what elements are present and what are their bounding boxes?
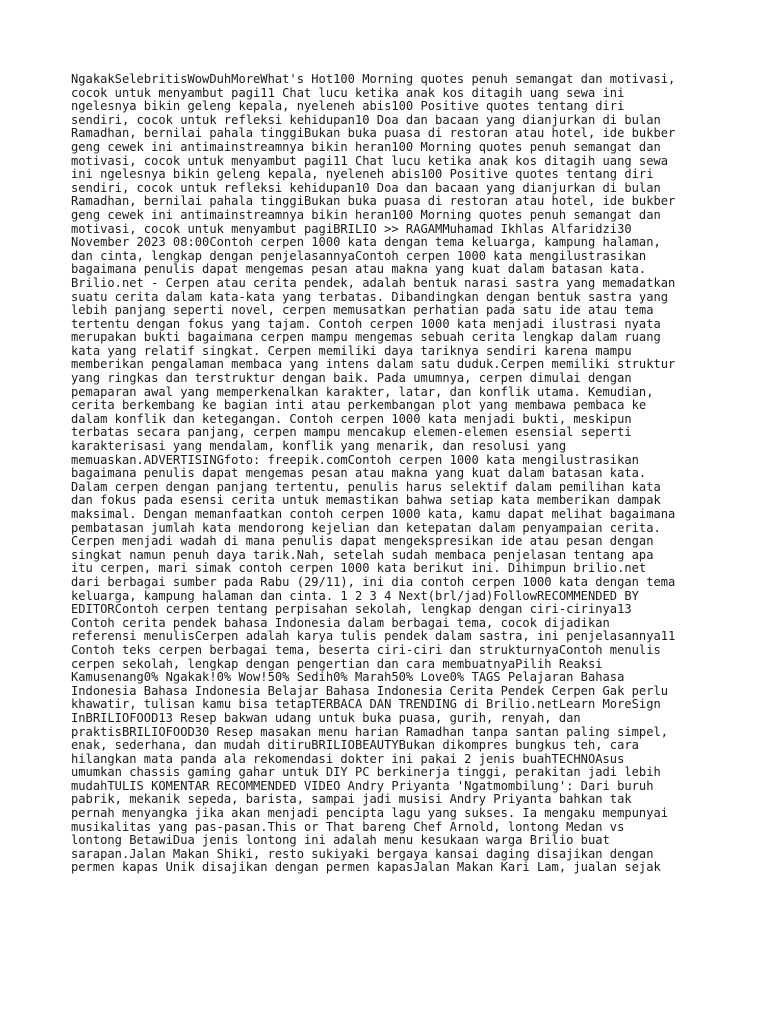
text-line: maksimal. Dengan memanfaatkan contoh cerpen 1000 kata, kamu dapat melihat bagaimana: [71, 507, 676, 521]
text-line: karakterisasi yang mendalam, konflik yang menarik, dan resolusi yang: [71, 439, 567, 454]
text-line: November 2023 08:00Contoh cerpen 1000 kata dengan tema keluarga, kampung halaman,: [71, 235, 661, 250]
text-line: terbatas secara panjang, cerpen mampu mencakup elemen-elemen esensial seperti: [71, 425, 632, 440]
text-line: permen kapas Unik disajikan dengan permen kapasJalan Makan Kari Lam, jualan sejak: [71, 860, 661, 875]
text-line: sendiri, cocok untuk refleksi kehidupan10 Doa dan bacaan yang dianjurkan di bulan: [71, 112, 661, 127]
text-line: sendiri, cocok untuk refleksi kehidupan10 Doa dan bacaan yang dianjurkan di bulan: [71, 180, 661, 195]
text-line: praktisBRILIOFOOD30 Resep masakan menu harian Ramadhan tanpa santan paling simpel,: [71, 724, 669, 739]
text-line: motivasi, cocok untuk menyambut pagiBRILIO >> RAGAMMuhamad Ikhlas Alfaridzi30: [71, 221, 632, 236]
text-line: ini ngelesnya bikin geleng kepala, nyeleneh abis100 Positive quotes tentang diri: [71, 167, 654, 182]
text-line: kata yang relatif singkat. Cerpen memiliki daya tariknya sendiri karena mampu: [71, 343, 632, 358]
text-line: yang ringkas dan terstruktur dengan baik. Pada umumnya, cerpen dimulai dengan: [71, 371, 632, 386]
text-line: Dalam cerpen dengan panjang tertentu, penulis harus selektif dalam pemilihan kata: [71, 479, 661, 494]
text-line: bagaimana penulis dapat mengemas pesan atau makna yang kuat dalam batasan kata.: [71, 466, 647, 481]
text-line: memuaskan.ADVERTISINGfoto: freepik.comContoh cerpen 1000 kata mengilustrasikan: [71, 452, 639, 467]
text-line: Indonesia Bahasa Indonesia Belajar Bahasa Indonesia Cerita Pendek Cerpen Gak perlu: [71, 683, 669, 698]
text-line: musikalitas yang pas-pasan.This or That bareng Chef Arnold, lontong Medan vs: [71, 819, 625, 834]
text-line: sarapan.Jalan Makan Shiki, resto sukiyaki bergaya kansai daging disajikan dengan: [71, 846, 654, 861]
text-line: EDITORContoh cerpen tentang perpisahan sekolah, lengkap dengan ciri-cirinya13: [71, 602, 632, 617]
text-line: pabrik, mekanik sepeda, barista, sampai jadi musisi Andry Priyanta bahkan tak: [71, 792, 632, 807]
text-line: cerpen sekolah, lengkap dengan pengertian dan cara membuatnyaPilih Reaksi: [71, 656, 603, 671]
text-line: Cerpen menjadi wadah di mana penulis dapat mengekspresikan ide atau pesan dengan: [71, 534, 654, 549]
text-line: Kamusenang0% Ngakak!0% Wow!50% Sedih0% Marah50% Love0% TAGS Pelajaran Bahasa: [71, 670, 625, 685]
text-line: dan fokus pada esensi cerita untuk memastikan bahwa setiap kata memberikan dampak: [71, 493, 661, 508]
text-line: ngelesnya bikin geleng kepala, nyeleneh abis100 Positive quotes tentang diri: [71, 99, 625, 114]
text-line: dari berbagai sumber pada Rabu (29/11), ini dia contoh cerpen 1000 kata dengan tema: [71, 574, 676, 589]
text-line: geng cewek ini antimainstreamnya bikin heran100 Morning quotes penuh semangat dan: [71, 139, 661, 154]
text-line: khawatir, tulisan kamu bisa tetapTERBACA DAN TRENDING di Brilio.netLearn MoreSign: [71, 697, 661, 712]
text-line: NgakakSelebritisWowDuhMoreWhat's Hot100 Morning quotes penuh semangat dan motivasi,: [71, 72, 676, 86]
text-line: pemaparan awal yang memperkenalkan karakter, latar, dan konflik utama. Kemudian,: [71, 384, 654, 399]
text-line: InBRILIOFOOD13 Resep bakwan udang untuk buka puasa, gurih, renyah, dan: [71, 710, 581, 725]
text-line: Ramadhan, bernilai pahala tinggiBukan buka puasa di restoran atau hotel, ide bukber: [71, 126, 676, 141]
text-line: Contoh cerita pendek bahasa Indonesia dalam berbagai tema, cocok dijadikan: [71, 615, 610, 630]
text-line: Contoh teks cerpen berbagai tema, beserta ciri-ciri dan strukturnyaContoh menulis: [71, 642, 661, 657]
text-line: mudahTULIS KOMENTAR RECOMMENDED VIDEO Andry Priyanta 'Ngatmombilung': Dari buruh: [71, 778, 654, 793]
text-line: suatu cerita dalam kata-kata yang terbatas. Dibandingkan dengan bentuk sastra yang: [71, 289, 669, 304]
text-line: enak, sederhana, dan mudah ditiruBRILIOBEAUTYBukan dikompres bungkus teh, cara: [71, 738, 639, 753]
text-line: hilangkan mata panda ala rekomendasi dokter ini pakai 2 jenis buahTECHNOAsus: [71, 751, 625, 766]
text-line: merupakan bukti bagaimana cerpen mampu mengemas sebuah cerita lengkap dalam ruang: [71, 330, 661, 345]
text-line: umumkan chassis gaming gahar untuk DIY PC berkinerja tinggi, perakitan jadi lebih: [71, 765, 661, 780]
text-line: memberikan pengalaman membaca yang intens dalam satu duduk.Cerpen memiliki struktur: [71, 357, 676, 372]
text-line: keluarga, kampung halaman dan cinta. 1 2 3 4 Next(brl/jad)FollowRECOMMENDED BY: [71, 588, 639, 603]
text-line: cocok untuk menyambut pagi11 Chat lucu ketika anak kos ditagih uang sewa ini: [71, 85, 625, 100]
article-text: [71, 73, 711, 875]
text-line: Brilio.net - Cerpen atau cerita pendek, adalah bentuk narasi sastra yang memadatkan: [71, 275, 676, 290]
text-line: dan cinta, lengkap dengan penjelasannyaContoh cerpen 1000 kata mengilustrasikan: [71, 248, 647, 263]
text-line: cerita berkembang ke bagian inti atau perkembangan plot yang membawa pembaca ke: [71, 398, 647, 413]
text-line: geng cewek ini antimainstreamnya bikin heran100 Morning quotes penuh semangat dan: [71, 207, 661, 222]
text-line: pernah menyangka jika akan menjadi pencipta lagu yang sukses. Ia mengaku mempunyai: [71, 806, 669, 821]
text-line: motivasi, cocok untuk menyambut pagi11 Chat lucu ketika anak kos ditagih uang sewa: [71, 153, 669, 168]
text-line: lontong BetawiDua jenis lontong ini adalah menu kesukaan warga Brilio buat: [71, 833, 610, 848]
text-line: tertentu dengan fokus yang tajam. Contoh cerpen 1000 kata menjadi ilustrasi nyata: [71, 316, 661, 331]
text-line: pembatasan jumlah kata mendorong kejelian dan ketepatan dalam penyampaian cerita.: [71, 520, 661, 535]
text-line: Ramadhan, bernilai pahala tinggiBukan buka puasa di restoran atau hotel, ide bukber: [71, 194, 676, 209]
text-line: dalam konflik dan ketegangan. Contoh cerpen 1000 kata menjadi bukti, meskipun: [71, 411, 632, 426]
text-line: singkat namun penuh daya tarik.Nah, setelah sudah membaca penjelasan tentang apa: [71, 547, 654, 562]
text-line: lebih panjang seperti novel, cerpen memusatkan perhatian pada satu ide atau tema: [71, 303, 654, 318]
text-line: itu cerpen, mari simak contoh cerpen 1000 kata berikut ini. Dihimpun brilio.net: [71, 561, 647, 576]
text-line: bagaimana penulis dapat mengemas pesan atau makna yang kuat dalam batasan kata.: [71, 262, 647, 277]
text-line: referensi menulisCerpen adalah karya tulis pendek dalam sastra, ini penjelasannya11: [71, 629, 676, 644]
